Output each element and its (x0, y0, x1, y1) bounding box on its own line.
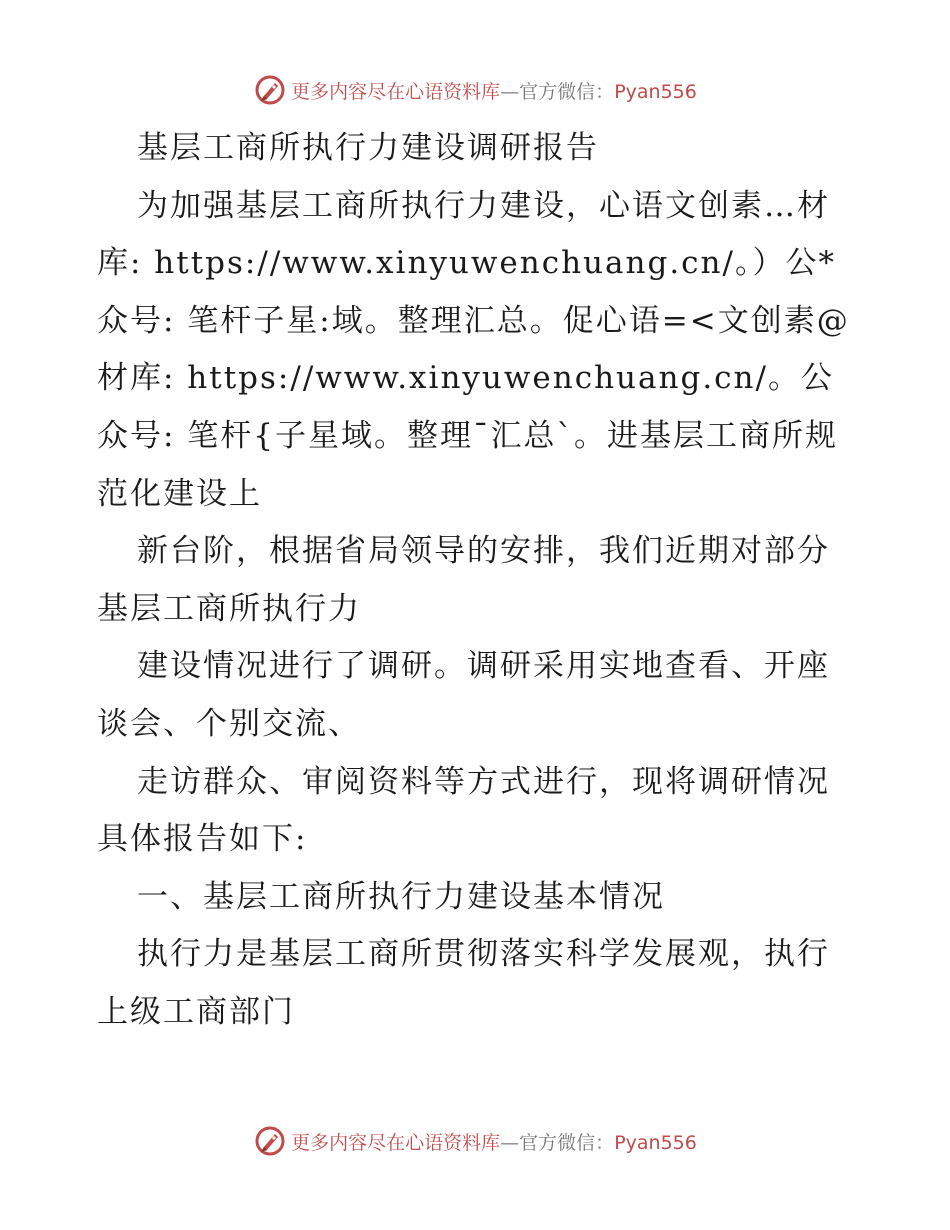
watermark-gray-text: 官方微信： (519, 1131, 615, 1154)
watermark-separator: — (500, 1131, 520, 1154)
document-title: 基层工商所执行力建设调研报告 (137, 130, 599, 166)
document-body (97, 120, 857, 1042)
section-heading: 一、基层工商所执行力建设基本情况 (137, 878, 665, 915)
paragraph: 走访群众、审阅资料等方式进行，现将调研情况具体报告如下: (97, 763, 830, 858)
watermark-text (291, 1128, 697, 1155)
watermark-gray-text: 官方微信： (519, 80, 615, 103)
pen-nib-logo-icon (253, 73, 287, 107)
footer-watermark (0, 1123, 950, 1159)
watermark-wechat-id: Pyan556 (614, 80, 697, 103)
watermark-text (291, 77, 697, 104)
header-watermark (0, 72, 950, 108)
paragraph: 新台阶，根据省局领导的安排，我们近期对部分基层工商所执行力 (97, 533, 830, 627)
paragraph: 执行力是基层工商所贯彻落实科学发展观，执行上级工商部门 (97, 936, 830, 1030)
pen-nib-logo-icon (253, 1124, 287, 1158)
watermark-red-text: 更多内容尽在心语资料库 (291, 80, 501, 103)
watermark-separator: — (500, 80, 520, 103)
paragraph: 建设情况进行了调研。调研采用实地查看、开座谈会、个别交流、 (97, 648, 830, 742)
watermark-wechat-id: Pyan556 (614, 1131, 697, 1154)
paragraph: 为加强基层工商所执行力建设，心语文创素…材库: https://www.xinyuwenchuang.cn/。）公*众号: 笔杆子星:域。整理汇总。促心语=<文创素@材库: https://www.xinyuwenchuang.cn/。公众号: 笔杆{子星域。整理¯汇总`。进基层工商所规范化建设上 (97, 187, 850, 512)
watermark-red-text: 更多内容尽在心语资料库 (291, 1131, 501, 1154)
